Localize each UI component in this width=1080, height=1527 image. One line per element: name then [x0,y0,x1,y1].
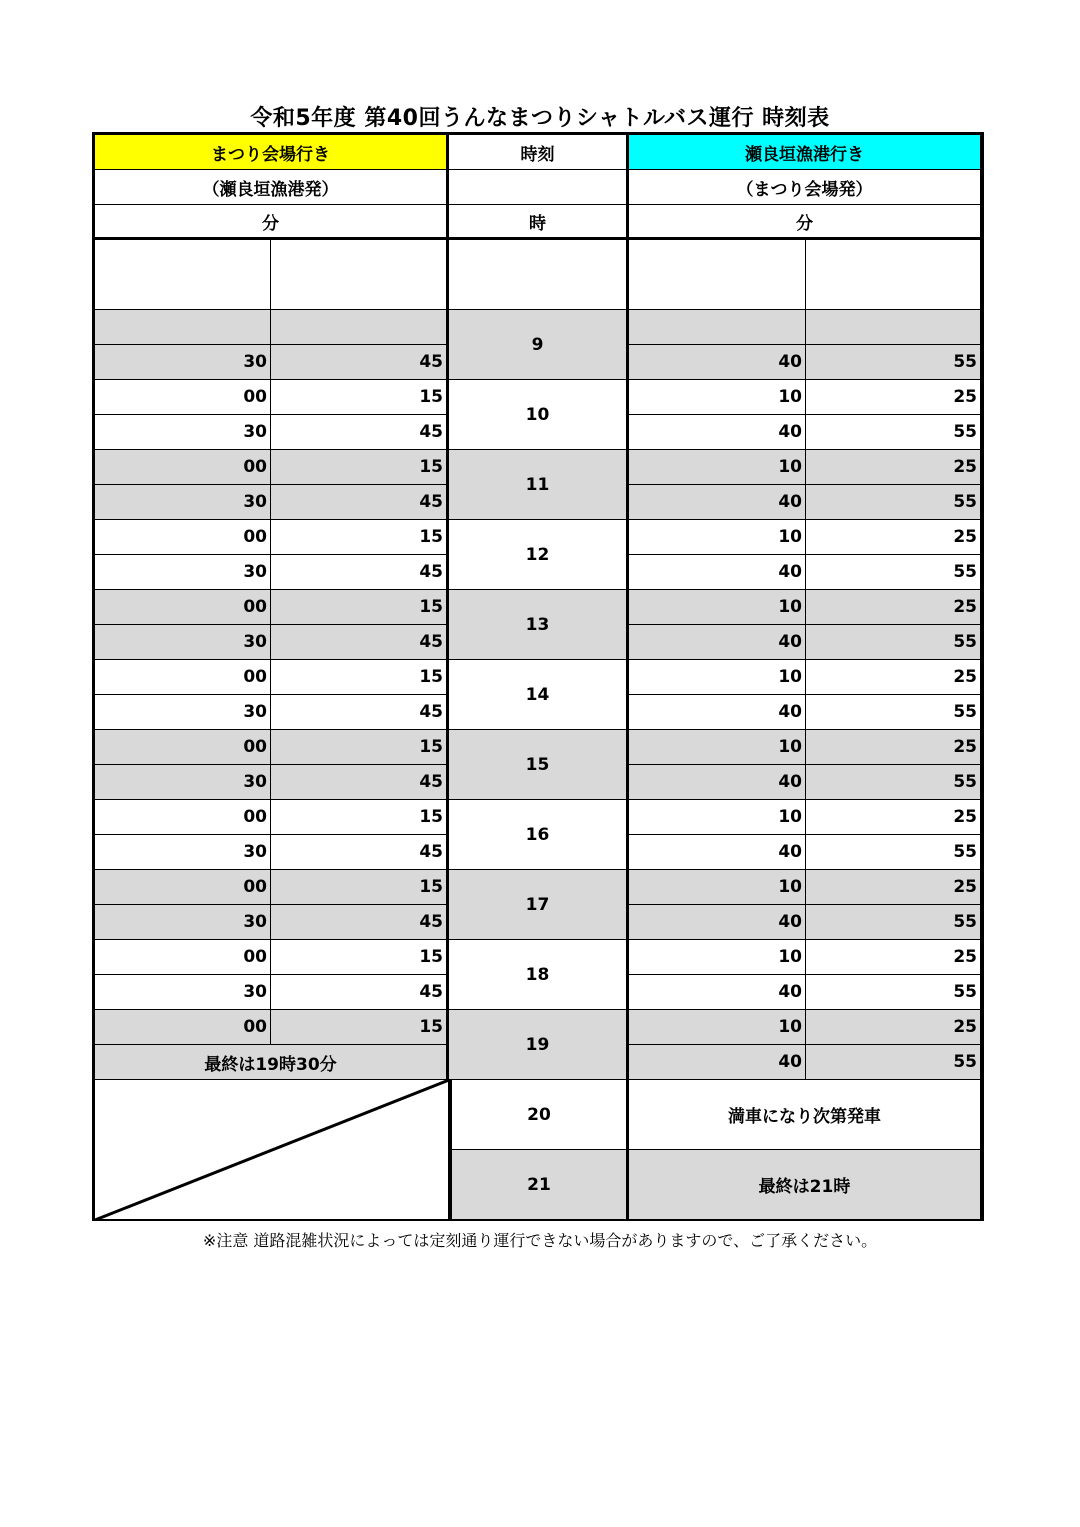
right-minute: 55 [806,765,981,800]
right-minute: 25 [806,380,981,415]
left-minute: 30 [95,555,271,590]
right-minute: 10 [629,870,806,905]
left-minute: 30 [95,485,271,520]
right-minute: 55 [806,555,981,590]
right-minute: 40 [629,765,806,800]
hour-cell: 19 [449,1010,629,1080]
left-minute: 00 [95,800,271,835]
left-minute: 30 [95,695,271,730]
left-minute: 45 [271,625,449,660]
hour-cell: 14 [449,660,629,730]
left-minute: 45 [271,415,449,450]
right-minute: 25 [806,730,981,765]
left-minute: 30 [95,975,271,1010]
right-minute: 10 [629,450,806,485]
right-minute: 25 [806,870,981,905]
hour-cell: 18 [449,940,629,1010]
right-minute: 40 [629,345,806,380]
right-minute: 10 [629,660,806,695]
left-minute: 45 [271,695,449,730]
left-minute: 00 [95,870,271,905]
right-minute: 55 [806,415,981,450]
left-minute: 00 [95,940,271,975]
hour-cell: 12 [449,520,629,590]
right-minute: 40 [629,695,806,730]
right-minute: 55 [806,625,981,660]
left-minute: 30 [95,415,271,450]
time-blank [449,170,629,205]
time-header: 時刻 [449,135,629,170]
right-note: 最終は21時 [629,1150,981,1220]
left-minute: 15 [271,730,449,765]
left-minute-unit: 分 [95,205,449,240]
right-minute [806,310,981,345]
right-minute: 40 [629,555,806,590]
right-minute: 25 [806,520,981,555]
left-minute: 00 [95,660,271,695]
hour-cell: 16 [449,800,629,870]
page-title: 令和5年度 第40回うんなまつりシャトルバス運行 時刻表 [250,106,830,131]
right-minute: 55 [806,835,981,870]
left-minute: 15 [271,870,449,905]
right-destination-header: 瀬良垣漁港行き [629,135,981,170]
timetable [92,132,984,1221]
hour-cell: 17 [449,870,629,940]
hour-blank-cell [449,240,629,310]
left-minute: 45 [271,345,449,380]
left-minute: 00 [95,450,271,485]
right-minute: 10 [629,520,806,555]
right-minute: 25 [806,800,981,835]
left-blank-cell-2 [271,240,449,310]
diagonal-line [95,1080,449,1220]
left-minute: 00 [95,730,271,765]
left-minute: 15 [271,1010,449,1045]
left-minute: 15 [271,660,449,695]
right-minute: 25 [806,1010,981,1045]
hour-cell: 21 [449,1150,629,1220]
right-minute: 25 [806,940,981,975]
right-minute: 10 [629,1010,806,1045]
left-minute: 15 [271,590,449,625]
left-minute: 15 [271,520,449,555]
right-minute: 40 [629,415,806,450]
left-minute: 00 [95,380,271,415]
left-minute: 45 [271,765,449,800]
right-origin-label: （まつり会場発） [629,170,981,205]
left-minute: 45 [271,835,449,870]
right-minute: 55 [806,345,981,380]
left-destination-header: まつり会場行き [95,135,449,170]
left-minute: 15 [271,380,449,415]
left-minute: 00 [95,1010,271,1045]
left-minute: 45 [271,975,449,1010]
left-minute: 15 [271,800,449,835]
right-minute-unit: 分 [629,205,981,240]
right-minute: 55 [806,975,981,1010]
right-minute: 40 [629,905,806,940]
hour-unit: 時 [449,205,629,240]
right-minute: 25 [806,450,981,485]
left-minute: 30 [95,905,271,940]
left-minute: 45 [271,555,449,590]
left-origin-label: （瀬良垣漁港発） [95,170,449,205]
right-minute: 25 [806,660,981,695]
left-minute: 15 [271,450,449,485]
right-blank-cell-1 [629,240,806,310]
left-minute: 30 [95,345,271,380]
left-minute: 30 [95,625,271,660]
right-minute: 55 [806,485,981,520]
right-blank-cell-2 [806,240,981,310]
right-minute: 40 [629,1045,806,1080]
right-minute [629,310,806,345]
left-minute: 30 [95,835,271,870]
left-minute: 45 [271,485,449,520]
right-minute: 10 [629,940,806,975]
left-minute: 00 [95,520,271,555]
right-minute: 40 [629,485,806,520]
hour-cell: 20 [449,1080,629,1150]
right-minute: 10 [629,380,806,415]
right-minute: 10 [629,590,806,625]
right-note: 満車になり次第発車 [629,1080,981,1150]
right-minute: 10 [629,730,806,765]
footnote: ※注意 道路混雑状況によっては定刻通り運行できない場合がありますので、ご了承ください。 [202,1231,878,1250]
left-minute: 45 [271,905,449,940]
empty-diagonal-cell [95,1080,449,1220]
right-minute: 55 [806,695,981,730]
hour-cell: 15 [449,730,629,800]
left-minute [95,310,271,345]
left-minute: 30 [95,765,271,800]
last-bus-note: 最終は19時30分 [95,1045,449,1080]
right-minute: 55 [806,905,981,940]
right-minute: 40 [629,835,806,870]
right-minute: 40 [629,625,806,660]
hour-cell: 13 [449,590,629,660]
right-minute: 40 [629,975,806,1010]
hour-cell: 10 [449,380,629,450]
left-minute: 15 [271,940,449,975]
right-minute: 10 [629,800,806,835]
left-minute [271,310,449,345]
right-minute: 25 [806,590,981,625]
hour-cell: 9 [449,310,629,380]
hour-cell: 11 [449,450,629,520]
left-blank-cell-1 [95,240,271,310]
right-minute: 55 [806,1045,981,1080]
left-minute: 00 [95,590,271,625]
